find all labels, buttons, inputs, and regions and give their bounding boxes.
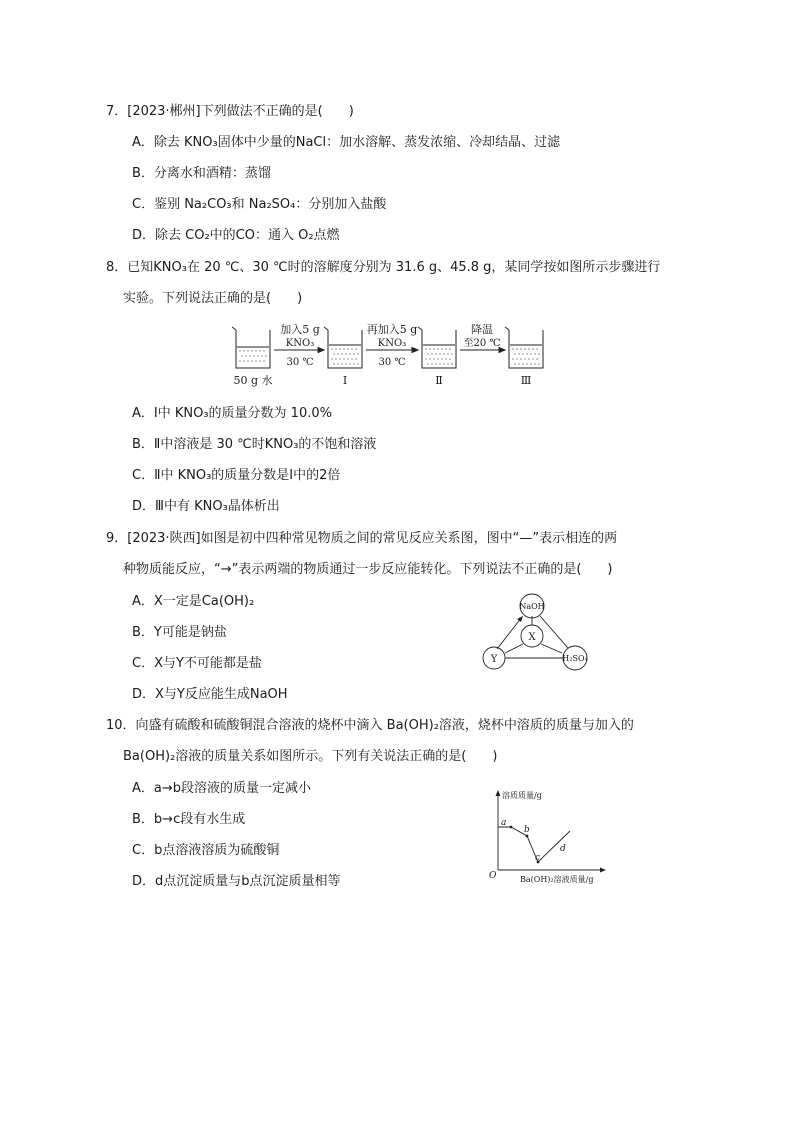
arrow3-mid-label: 至20 ℃	[463, 338, 501, 349]
x-axis-arrow	[600, 868, 606, 873]
arrow3-top-label: 降温	[471, 323, 493, 336]
beaker2-label: Ⅱ	[435, 374, 443, 387]
question-9-stem-line-2: 种物质能反应，“→”表示两端的物质通过一步反应能转化。下列说法不正确的是( )	[123, 562, 613, 577]
origin-label: O	[489, 871, 497, 881]
y-axis-label: 溶质质量/g	[502, 791, 542, 800]
question-8-stem-line-2: 实验。下列说法正确的是( )	[123, 291, 303, 306]
question-7-option-c: C．鉴别 Na₂CO₃和 Na₂SO₄：分别加入盐酸	[132, 197, 387, 212]
beaker-1	[324, 327, 362, 368]
arrow-head-to-naoh	[517, 616, 523, 622]
edge-x-y	[505, 644, 523, 653]
question-8-option-a: A．Ⅰ中 KNO₃的质量分数为 10.0%	[132, 406, 332, 421]
beaker-experiment-figure	[228, 318, 558, 390]
question-7-stem: 7．[2023·郴州]下列做法不正确的是( )	[106, 104, 354, 119]
node-naoh-label: NaOH	[519, 602, 545, 611]
edge-y-naoh	[497, 617, 522, 649]
liquid-dots-2	[425, 348, 452, 364]
liquid-dots-3	[512, 348, 539, 364]
edge-naoh-h2so4	[540, 616, 568, 648]
beaker1-label: Ⅰ	[342, 374, 348, 387]
question-10-stem-line-1: 10．向盛有硫酸和硫酸铜混合溶液的烧杯中滴入 Ba(OH)₂溶液，烧杯中溶质的质量与加入的	[106, 718, 634, 733]
question-7-option-a: A．除去 KNO₃固体中少量的NaCl：加水溶解、蒸发浓缩、冷却结晶、过滤	[132, 135, 561, 150]
question-10-option-d: D．d点沉淀质量与b点沉淀质量相等	[132, 874, 341, 889]
question-8-option-b: B．Ⅱ中溶液是 30 ℃时KNO₃的不饱和溶液	[132, 437, 377, 452]
reaction-relation-diagram	[474, 590, 594, 678]
question-10-option-a: A．a→b段溶液的质量一定减小	[132, 781, 312, 796]
question-10-option-b: B．b→c段有水生成	[132, 812, 246, 827]
question-8-stem-line-1: 8．已知KNO₃在 20 ℃、30 ℃时的溶解度分别为 31.6 g、45.8 g，某同学按如图所示步骤进行	[106, 260, 661, 275]
arrow2-top-label: 再加入5 g	[366, 323, 418, 336]
arrow1-bottom-label: 30 ℃	[286, 357, 314, 368]
beaker-0	[232, 327, 270, 368]
beaker-3	[505, 327, 543, 368]
arrow1-mid-label: KNO₃	[285, 338, 315, 349]
point-b-label: b	[524, 825, 530, 835]
point-c-label: c	[535, 853, 541, 863]
question-10-stem-line-2: Ba(OH)₂溶液的质量关系如图所示。下列有关说法正确的是( )	[123, 749, 498, 764]
question-7-option-b: B．分离水和酒精：蒸馏	[132, 166, 271, 181]
node-y-label: Y	[490, 654, 498, 665]
point-b-marker	[526, 835, 529, 838]
beaker0-label: 50 g 水	[233, 374, 273, 387]
question-9-stem-line-1: 9．[2023·陕西]如图是初中四种常见物质之间的常见反应关系图，图中“—”表示相连的两	[106, 531, 618, 546]
liquid-dots-1	[331, 348, 358, 364]
point-d-label: d	[560, 844, 566, 854]
question-8-option-c: C．Ⅱ中 KNO₃的质量分数是Ⅰ中的2倍	[132, 468, 341, 483]
point-a-marker	[510, 826, 513, 829]
arrow2-mid-label: KNO₃	[377, 338, 407, 349]
question-10-option-c: C．b点溶液溶质为硫酸铜	[132, 843, 280, 858]
arrow2-bottom-label: 30 ℃	[378, 357, 406, 368]
edge-x-h2so4	[541, 644, 562, 653]
question-9-option-d: D．X与Y反应能生成NaOH	[132, 687, 288, 702]
question-9-option-b: B．Y可能是钠盐	[132, 625, 227, 640]
solute-mass-graph	[484, 788, 614, 888]
arrow1-top-label: 加入5 g	[280, 323, 320, 336]
question-7-option-d: D．除去 CO₂中的CO：通入 O₂点燃	[132, 228, 340, 243]
node-x-label: X	[528, 632, 536, 643]
y-axis-arrow	[496, 790, 501, 796]
beaker3-label: Ⅲ	[520, 374, 532, 387]
x-axis-label: Ba(OH)₂溶液质量/g	[520, 875, 594, 884]
point-a-label: a	[501, 818, 507, 828]
question-9-option-c: C．X与Y不可能都是盐	[132, 656, 262, 671]
question-9-option-a: A．X一定是Ca(OH)₂	[132, 594, 255, 609]
beaker-2	[418, 327, 456, 368]
node-h2so4-label: H₂SO₄	[562, 654, 588, 663]
question-8-option-d: D．Ⅲ中有 KNO₃晶体析出	[132, 499, 280, 514]
